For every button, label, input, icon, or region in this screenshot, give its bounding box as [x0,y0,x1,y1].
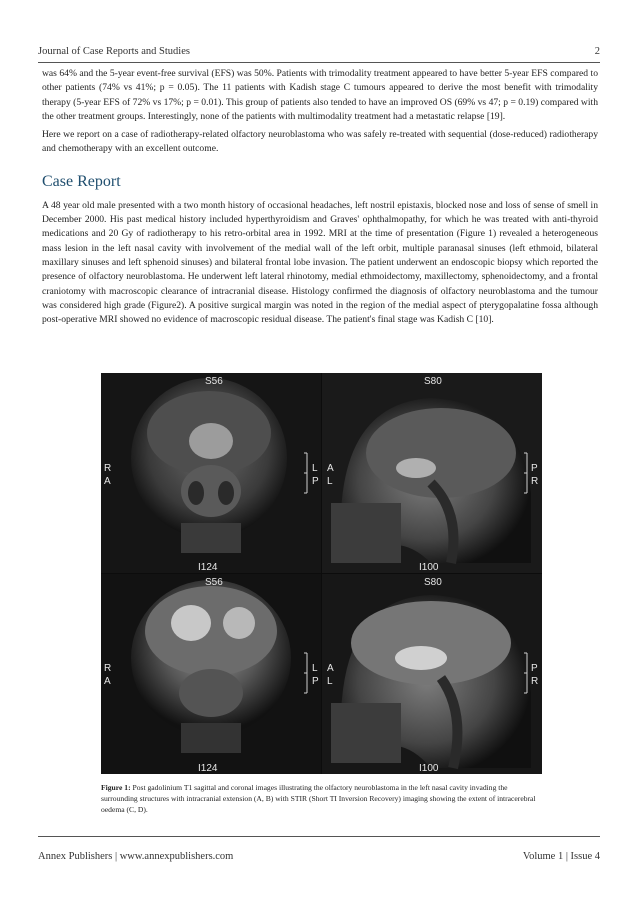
caption-label: Figure 1: [101,783,131,792]
intro-paragraph-2: Here we report on a case of radiotherapy-related olfactory neuroblastoma who was safely re-treated with sequential (dose-reduced) radiotherapy and chemotherapy with an excellent outcome. [42,129,598,155]
panel-c-right-label-1: L [312,663,318,674]
intro-paragraph-1: was 64% and the 5-year event-free survival (EFS) was 50%. Patients with trimodality treatment appeared to have better 5-year EFS compared to other patients (74% vs 41%; p = 0.05). The 11 patients with Kadish stage C tumours appeared to derive the most benefit with trimodality therapy (5-year EFS of 72% vs 17%; p = 0.01). This group of patients also tended to have an improved OS (69% vs 47; p = 0.19) compared with the other treatment groups. Interestingly, none of the patients with multimodality treatment had a metastatic relapse [19]. [42,68,598,122]
figure-caption [101,782,542,815]
panel-a-right-label-1: L [312,463,318,474]
panel-c-bottom-label: I124 [198,763,218,774]
panel-d-left-label-1: A [327,663,334,674]
panel-d-bottom-label: I100 [419,763,439,774]
panel-b-bottom-label: I100 [419,562,439,573]
header-rule [38,62,600,63]
panel-b-right-label-2: R [531,476,539,487]
mri-image [101,373,542,774]
panel-c-left-label-1: R [104,663,112,674]
panel-a-bottom-label: I124 [198,562,218,573]
panel-b-right-label-1: P [531,463,538,474]
panel-d-right-label-2: R [531,676,539,687]
issue-info: Volume 1 | Issue 4 [522,851,600,862]
panel-b-top-label: S80 [424,376,442,387]
page-number: 2 [594,46,600,57]
journal-title: Journal of Case Reports and Studies [38,46,190,57]
footer [38,851,600,862]
publisher-info: Annex Publishers | www.annexpublishers.com [38,851,234,862]
panel-b-left-label-1: A [327,463,334,474]
panel-a-top-label: S56 [205,376,223,387]
footer-rule [38,836,600,837]
panel-d-top-label: S80 [424,577,442,588]
panel-c-left-label-2: A [104,676,111,687]
case-report-paragraph: A 48 year old male presented with a two month history of occasional headaches, left nostril epistaxis, blocked nose and loss of sense of smell in December 2000. His past medical history included hyperthyroidism and Graves' ophthalmopathy, for which he was treated with anti-thyroid medications and 20 Gy of radiotherapy to his retro-orbital area in 1992. MRI at the time of presentation (Figure 1) revealed a heterogeneous mass lesion in the left nasal cavity with involvement of the medial wall of the left orbit, multiple paranasal sinuses (left ethmoid, bilateral maxillary sinuses and left sphenoid sinuses) and bilateral frontal lobe invasion. The patient underwent an endoscopic biopsy which reported the presence of olfactory neuroblastoma. He underwent left lateral rhinotomy, medial ethmoidectomy, maxillectomy, sphenoidectomy, and a frontal craniotomy with macroscopic clearance of intracranial disease. Histology confirmed the diagnosis of olfactory neuroblastoma and the tumour was considered high grade (Figure2). A positive surgical margin was noted in the region of the medial aspect of pterygopalatine fossa although post-operative MRI showed no evidence of macroscopic residual disease. The patient's final stage was Kadish C [10]. [42,199,598,326]
panel-a-right-label-2: P [312,476,319,487]
caption-text: Post gadolinium T1 sagittal and coronal images illustrating the olfactory neuroblastoma in the left nasal cavity invading the surrounding structures with intracranial extension (A, B) with STIR (Short TI Inversion Recovery) imaging showing the extent of intracerebral oedema (C, D). [101,783,536,814]
panel-a-left-label-2: A [104,476,111,487]
section-heading: Case Report [42,172,121,190]
panel-c-right-label-2: P [312,676,319,687]
panel-d-right-label-1: P [531,663,538,674]
running-head [38,46,600,57]
panel-d-left-label-2: L [327,676,333,687]
article-body [42,67,598,327]
panel-c-top-label: S56 [205,577,223,588]
mri-figure [101,373,542,774]
panel-b-left-label-2: L [327,476,333,487]
panel-a-left-label-1: R [104,463,112,474]
